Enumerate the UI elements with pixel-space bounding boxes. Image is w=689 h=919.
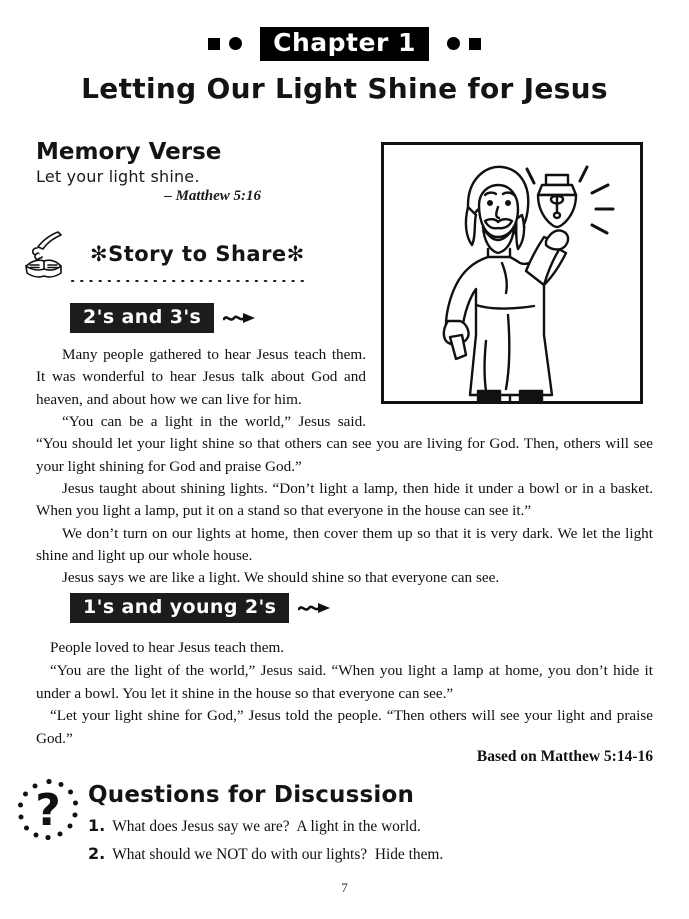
decoration-circle-left-inner [229,37,242,50]
section-label-1s-and-young-2s: 1's and young 2's [70,593,289,623]
questions-heading: Questions for Discussion [88,782,415,808]
story-paragraph: Jesus taught about shining lights. “Don’t light a lamp, then hide it under a bowl or in a basket. When you light a lamp, put it on a stand so that everyone in the house can see it.” [36,480,653,520]
question-text: What should we NOT do with our lights? Hide them. [112,846,444,863]
question-item [88,844,608,864]
questions-list [88,816,608,872]
section-label-row-younger [70,593,332,623]
question-number: 1. [88,816,106,835]
question-item [88,816,608,836]
memory-verse-text: Let your light shine. [36,167,200,187]
page-number: 7 [341,880,348,895]
squiggly-arrow-icon [223,310,257,326]
squiggly-arrow-icon [298,600,332,616]
decoration-circle-right-inner [447,37,460,50]
story-body-older [36,344,653,590]
question-text: What does Jesus say we are? A light in the world. [112,818,421,835]
illustration-text-wrap-spacer [366,344,653,412]
memory-verse-heading: Memory Verse [36,139,222,165]
dotted-divider [68,278,308,284]
section-label-2s-and-3s: 2's and 3's [70,303,214,333]
memory-verse-block [36,140,336,205]
story-paragraph: “Let your light shine for God,” Jesus told the people. “Then others will see your light and praise God.” [36,707,653,748]
story-paragraph: “You are the light of the world,” Jesus said. “When you light a lamp at home, you don’t hide it under a bowl. You let it shine in the house so that everyone can see.” [36,661,653,702]
decoration-square-right-outer [469,38,481,50]
page-title: Letting Our Light Shine for Jesus [81,72,608,105]
question-mark-icon [16,778,82,846]
story-paragraph: Jesus says we are like a light. We should shine so that everyone can see. [62,569,500,587]
svg-text:?: ? [35,785,61,836]
chapter-banner [0,27,689,61]
story-paragraph: We don’t turn on our lights at home, then cover them up so that it is very dark. We let the light shine and light up our whole house. [36,524,653,565]
story-paragraph: People loved to hear Jesus teach them. [50,639,285,656]
story-paragraph: “You can be a light in the world,” Jesus said. “You should let your light shine so that others can see you are living for God. Then, others will see your light shining for God and praise God.” [36,413,653,475]
memory-verse-reference: – Matthew 5:16 [164,188,261,205]
decoration-square-left-outer [208,38,220,50]
story-paragraph: Many people gathered to hear Jesus teach them. It was wonderful to hear Jesus talk about God and heaven, and about how we can live for him. [36,346,366,408]
chapter-label: Chapter 1 [260,27,429,61]
scripture-attribution: Based on Matthew 5:14-16 [476,748,653,765]
question-number: 2. [88,844,106,863]
section-label-row-older [70,303,257,333]
story-to-share-heading: ✻Story to Share✻ [90,242,305,266]
story-body-younger [36,637,653,751]
